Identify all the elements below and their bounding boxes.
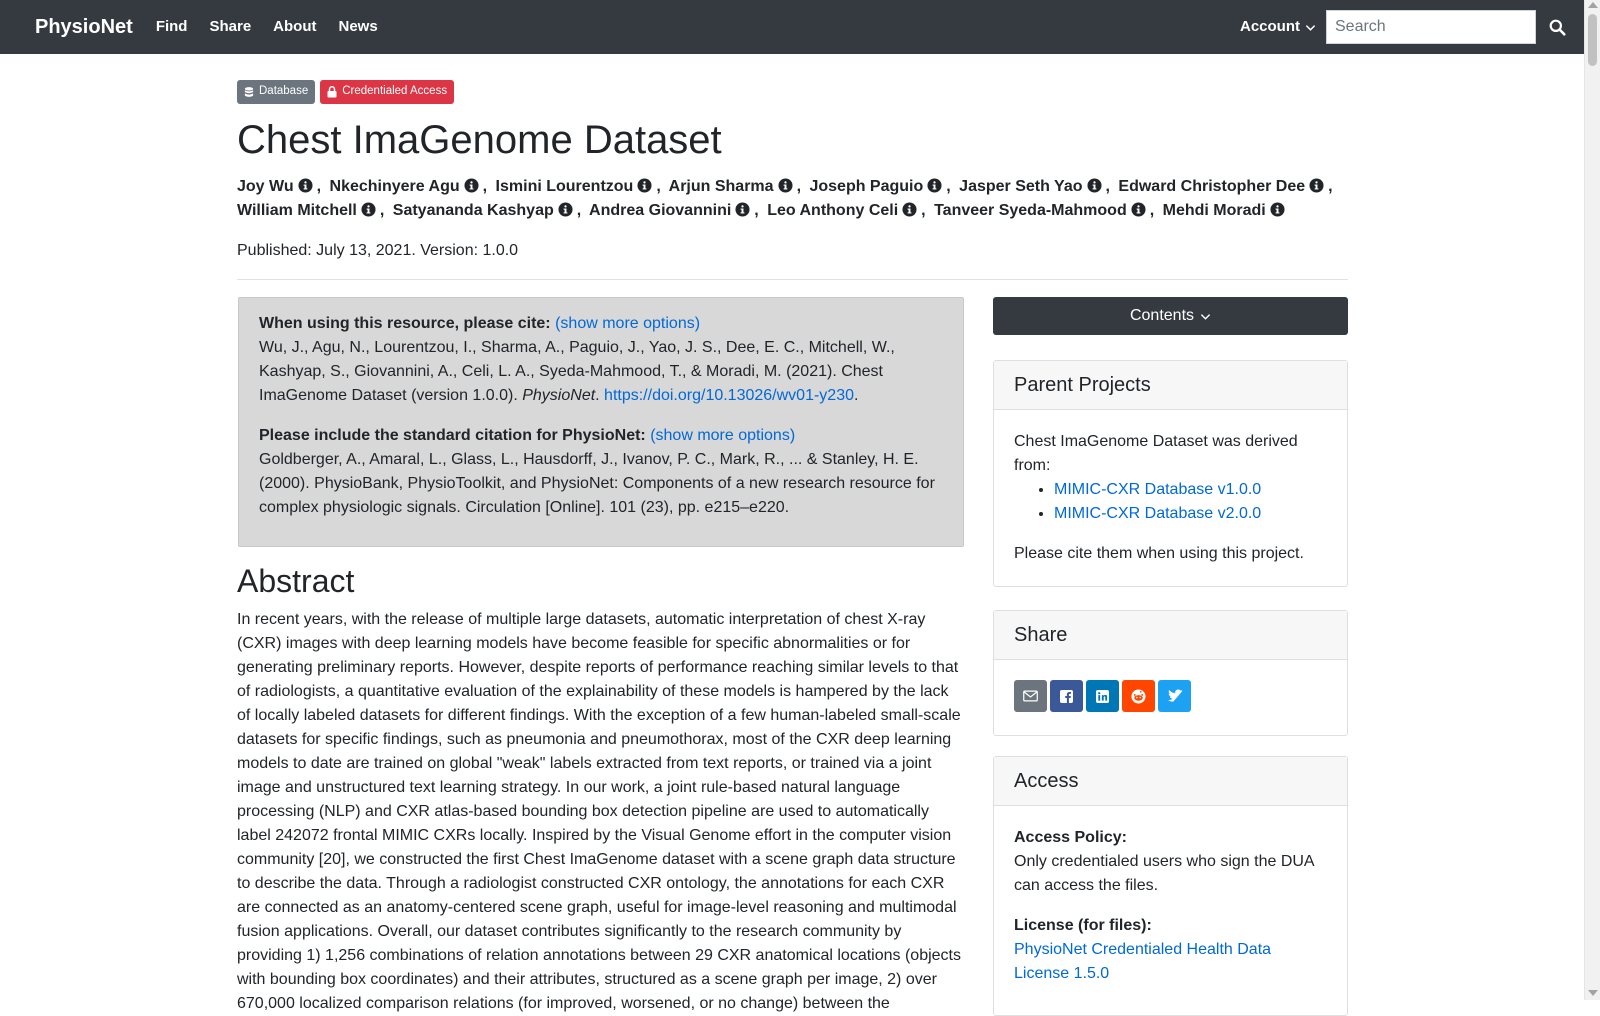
info-icon[interactable] <box>637 178 652 193</box>
parent-projects-heading: Parent Projects <box>994 361 1347 410</box>
share-buttons <box>1014 680 1327 712</box>
access-body <box>994 806 1347 1006</box>
chevron-down-icon <box>1200 311 1211 322</box>
parent-project-link-v1[interactable]: MIMIC-CXR Database v1.0.0 <box>1054 481 1262 498</box>
scroll-down-arrow-icon[interactable] <box>1588 990 1598 996</box>
reddit-icon <box>1131 689 1146 704</box>
info-icon[interactable] <box>1087 178 1102 193</box>
citation-doi-link[interactable]: https://doi.org/10.13026/wv01-y230 <box>604 387 854 404</box>
citation-journal: PhysioNet <box>522 387 596 404</box>
navbar-right <box>1240 10 1584 44</box>
license-label: License (for files): <box>1014 917 1152 934</box>
credentialed-badge-label: Credentialed Access <box>342 85 448 98</box>
brand-logo[interactable]: PhysioNet <box>35 16 133 38</box>
author-separator: , <box>576 202 582 219</box>
author-name: Satyananda Kashyap <box>392 202 554 219</box>
author-separator: , <box>754 202 759 219</box>
parent-projects-body <box>994 410 1347 586</box>
published-info: Published: July 13, 2021. Version: 1.0.0 <box>237 242 519 259</box>
parent-projects-card <box>993 360 1348 587</box>
author-separator: , <box>379 202 385 219</box>
account-dropdown[interactable] <box>1240 16 1316 39</box>
access-heading: Access <box>994 757 1347 806</box>
physionet-citation-text: Goldberger, A., Amaral, L., Glass, L., Hausdorff, J., Ivanov, P. C., Mark, R., ... & Stanley, H. E. (2000). PhysioBank, PhysioToolkit, and PhysioNet: Components of a new research resource for complex physiologic signals. Circulation [Online]. 101 (23), pp. e215–e220. <box>259 451 935 516</box>
share-heading: Share <box>994 611 1347 660</box>
info-icon[interactable] <box>558 202 573 217</box>
author-separator: , <box>1105 178 1110 195</box>
database-badge-label: Database <box>259 85 309 98</box>
parent-projects-outro: Please cite them when using this project. <box>1014 545 1304 562</box>
info-icon[interactable] <box>1309 178 1324 193</box>
contents-label: Contents <box>1129 307 1195 324</box>
access-card <box>993 756 1348 1016</box>
author-separator: , <box>1328 178 1333 195</box>
author-item <box>1163 202 1285 219</box>
info-icon[interactable] <box>361 202 376 217</box>
info-icon[interactable] <box>464 178 479 193</box>
credentialed-access-badge <box>320 80 454 104</box>
nav-news[interactable]: News <box>338 17 378 35</box>
info-icon[interactable] <box>778 178 793 193</box>
author-name: Ismini Lourentzou <box>495 178 634 195</box>
author-item <box>330 178 479 195</box>
author-item <box>959 178 1101 195</box>
account-label: Account <box>1240 17 1300 35</box>
search-button[interactable] <box>1536 10 1578 44</box>
share-email-button[interactable] <box>1014 680 1047 712</box>
physionet-citation-heading-row <box>259 424 943 448</box>
info-icon[interactable] <box>927 178 942 193</box>
citation-heading-row <box>259 312 943 336</box>
parent-projects-list <box>1054 478 1327 526</box>
author-separator: , <box>921 202 926 219</box>
author-name: Jasper Seth Yao <box>959 178 1083 195</box>
share-body <box>994 660 1347 735</box>
share-reddit-button[interactable] <box>1122 680 1155 712</box>
author-separator: , <box>946 178 951 195</box>
author-name: Mehdi Moradi <box>1162 202 1266 219</box>
envelope-icon <box>1023 690 1038 702</box>
citation-heading: When using this resource, please cite: <box>259 315 551 332</box>
author-separator: , <box>482 178 488 195</box>
chevron-down-icon <box>1305 22 1316 33</box>
top-navbar <box>0 0 1584 54</box>
author-item <box>1118 178 1324 195</box>
author-separator: , <box>656 178 661 195</box>
citation-body: Wu, J., Agu, N., Lourentzou, I., Sharma, A., Paguio, J., Yao, J. S., Dee, E. C., Mitchell, W., Kashyap, S., Giovannini, A., Celi, L. A., Syeda-Mahmood, T., & Moradi, M. (2021). Chest ImaGenome Dataset (version 1.0.0). <box>259 339 895 404</box>
twitter-icon <box>1168 690 1182 702</box>
share-facebook-button[interactable] <box>1050 680 1083 712</box>
parent-project-link-v2[interactable]: MIMIC-CXR Database v2.0.0 <box>1054 505 1262 522</box>
author-name: Nkechinyere Agu <box>329 178 460 195</box>
citation-text: Wu, J., Agu, N., Lourentzou, I., Sharma, A., Paguio, J., Yao, J. S., Dee, E. C., Mitchell, W., Kashyap, S., Giovannini, A., Celi, L. A., Syeda-Mahmood, T., & Moradi, M. (2021). Chest ImaGenome Dataset (version 1.0.0). PhysioNet. https://doi.org/10.13026/wv01-y230. <box>259 339 895 404</box>
author-item <box>809 178 942 195</box>
scroll-up-arrow-icon[interactable] <box>1588 2 1598 8</box>
search-icon <box>1549 19 1566 36</box>
author-name: Arjun Sharma <box>668 178 774 195</box>
author-separator: , <box>796 178 802 195</box>
author-name: Leo Anthony Celi <box>767 202 899 219</box>
scroll-thumb[interactable] <box>1588 14 1597 66</box>
author-separator: , <box>316 178 322 195</box>
list-item <box>1054 478 1327 502</box>
author-separator: , <box>1149 202 1155 219</box>
page-scrollbar[interactable] <box>1584 0 1600 1000</box>
share-linkedin-button[interactable] <box>1086 680 1119 712</box>
list-item <box>1054 502 1327 526</box>
access-policy-label: Access Policy: <box>1014 829 1127 846</box>
contents-dropdown-button[interactable] <box>993 297 1348 335</box>
author-item <box>496 178 653 195</box>
author-item <box>934 202 1146 219</box>
facebook-icon <box>1060 690 1073 703</box>
physionet-more-options-link[interactable]: (show more options) <box>650 427 796 444</box>
nav-about[interactable]: About <box>273 17 317 35</box>
author-name: William Mitchell <box>237 202 357 219</box>
access-policy-text: Only credentialed users who sign the DUA can access the files. <box>1014 853 1314 894</box>
author-name: Tanveer Syeda-Mahmood <box>934 202 1127 219</box>
author-name: Edward Christopher Dee <box>1118 178 1306 195</box>
abstract-heading: Abstract <box>237 563 355 599</box>
citation-box <box>238 297 964 547</box>
info-icon[interactable] <box>298 178 313 193</box>
parent-projects-intro: Chest ImaGenome Dataset was derived from: <box>1014 433 1298 474</box>
author-name: Joy Wu <box>237 178 294 195</box>
database-icon <box>244 87 254 98</box>
lock-icon <box>327 86 337 98</box>
share-twitter-button[interactable] <box>1158 680 1191 712</box>
header-divider <box>237 279 1348 280</box>
info-icon[interactable] <box>735 202 750 217</box>
author-name: Joseph Paguio <box>809 178 924 195</box>
citation-more-options-link[interactable]: (show more options) <box>555 315 701 332</box>
author-item <box>393 202 573 219</box>
nav-share[interactable]: Share <box>209 17 252 35</box>
abstract-text: In recent years, with the release of multiple large datasets, automatic interpretation of chest X-ray (CXR) images with deep learning models have become feasible for specific abnormalities or for generating preliminary reports. However, despite reports of performance reaching similar levels to that of radiologists, a quantitative evaluation of the explainability of these models is hampered by the lack of locally labeled datasets for different findings. With the exception of a few human-labeled small-scale datasets for specific findings, such as pneumonia and pneumothorax, most of the CXR deep learning models to date are trained on global "weak" labels extracted from text reports, or trained via a joint image and unstructured text learning strategy. In our work, a joint rule-based natural language processing (NLP) and CXR atlas-based bounding box detection pipeline are used to automatically label 242072 frontal MIMIC CXRs locally. Inspired by the Visual Genome effort in the computer vision community [20], we constructed the first Chest ImaGenome dataset with a scene graph data structure to describe the data. Through a radiologist constructed CXR ontology, the annotations for each CXR are connected as an anatomy-centered scene graph, useful for image-level reasoning and multimodal fusion applications. Overall, our dataset contributes significantly to the research community by providing 1) 1,256 combinations of relation annotations between 29 CXR anatomical locations (objects with bounding box coordinates) and their attributes, structured as a scene graph per image, 2) over 670,000 localized comparison relations (for improved, worsened, or no change) between the <box>237 611 961 1012</box>
author-item <box>589 202 750 219</box>
search-input[interactable] <box>1326 10 1536 44</box>
author-name: Andrea Giovannini <box>589 202 732 219</box>
share-card <box>993 610 1348 736</box>
linkedin-icon <box>1096 690 1109 703</box>
info-icon[interactable] <box>1270 202 1285 217</box>
physionet-citation-heading: Please include the standard citation for PhysioNet: <box>259 427 646 444</box>
author-item <box>669 178 793 195</box>
author-item <box>237 178 313 195</box>
author-list <box>237 175 1347 223</box>
database-badge <box>237 80 315 104</box>
project-badges <box>237 80 454 104</box>
info-icon[interactable] <box>1131 202 1146 217</box>
license-link[interactable]: PhysioNet Credentialed Health Data License 1.5.0 <box>1014 941 1272 982</box>
author-item <box>237 202 376 219</box>
page-title: Chest ImaGenome Dataset <box>237 118 722 162</box>
author-item <box>767 202 917 219</box>
nav-find[interactable]: Find <box>155 17 188 35</box>
info-icon[interactable] <box>902 202 917 217</box>
